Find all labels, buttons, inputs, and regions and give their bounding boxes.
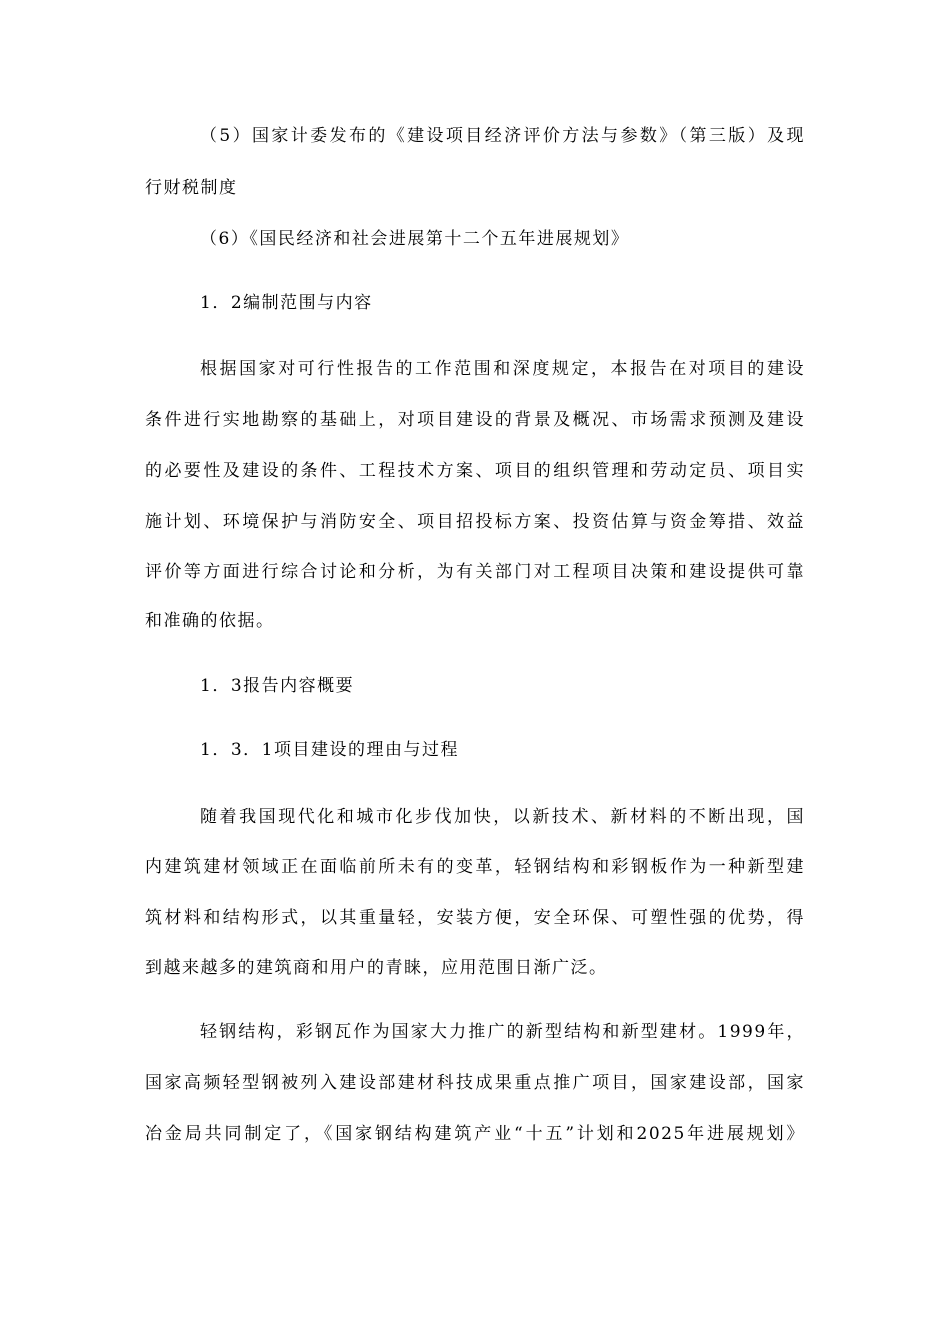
item-5-line-1: （5）国家计委发布的《建设项目经济评价方法与参数》（第三版）及现	[200, 126, 805, 146]
paragraph-scope-line: 施计划、环境保护与消防安全、项目招投标方案、投资估算与资金筹措、效益	[145, 512, 805, 532]
paragraph-scope-line: 根据国家对可行性报告的工作范围和深度规定，本报告在对项目的建设	[200, 359, 805, 379]
paragraph-scope-line: 条件进行实地勘察的基础上，对项目建设的背景及概况、市场需求预测及建设	[145, 410, 805, 430]
item-5-line-2: 行财税制度	[145, 178, 238, 198]
section-heading-1-3-1: 1．3．1项目建设的理由与过程	[200, 740, 459, 760]
item-6: （6）《国民经济和社会进展第十二个五年进展规划》	[200, 229, 630, 249]
paragraph-policy-line: 冶金局共同制定了，《国家钢结构建筑产业“十五”计划和2025年进展规划》	[145, 1124, 805, 1144]
paragraph-policy-line: 国家高频轻型钢被列入建设部建材科技成果重点推广项目，国家建设部，国家	[145, 1073, 805, 1093]
paragraph-reason-line: 筑材料和结构形式，以其重量轻，安装方便，安全环保、可塑性强的优势，得	[145, 908, 805, 928]
section-heading-1-2: 1．2编制范围与内容	[200, 293, 373, 313]
section-heading-1-3: 1．3报告内容概要	[200, 676, 355, 696]
paragraph-scope-line: 的必要性及建设的条件、工程技术方案、项目的组织管理和劳动定员、项目实	[145, 461, 805, 481]
paragraph-reason-line: 随着我国现代化和城市化步伐加快，以新技术、新材料的不断出现，国	[200, 807, 805, 827]
paragraph-reason-line: 内建筑建材领域正在面临前所未有的变革，轻钢结构和彩钢板作为一种新型建	[145, 857, 805, 877]
paragraph-reason-line: 到越来越多的建筑商和用户的青睐，应用范围日渐广泛。	[145, 958, 608, 978]
paragraph-policy-line: 轻钢结构，彩钢瓦作为国家大力推广的新型结构和新型建材。1999年，	[200, 1022, 805, 1042]
paragraph-scope-line: 评价等方面进行综合讨论和分析，为有关部门对工程项目决策和建设提供可靠	[145, 562, 805, 582]
paragraph-scope-line: 和准确的依据。	[145, 611, 275, 631]
